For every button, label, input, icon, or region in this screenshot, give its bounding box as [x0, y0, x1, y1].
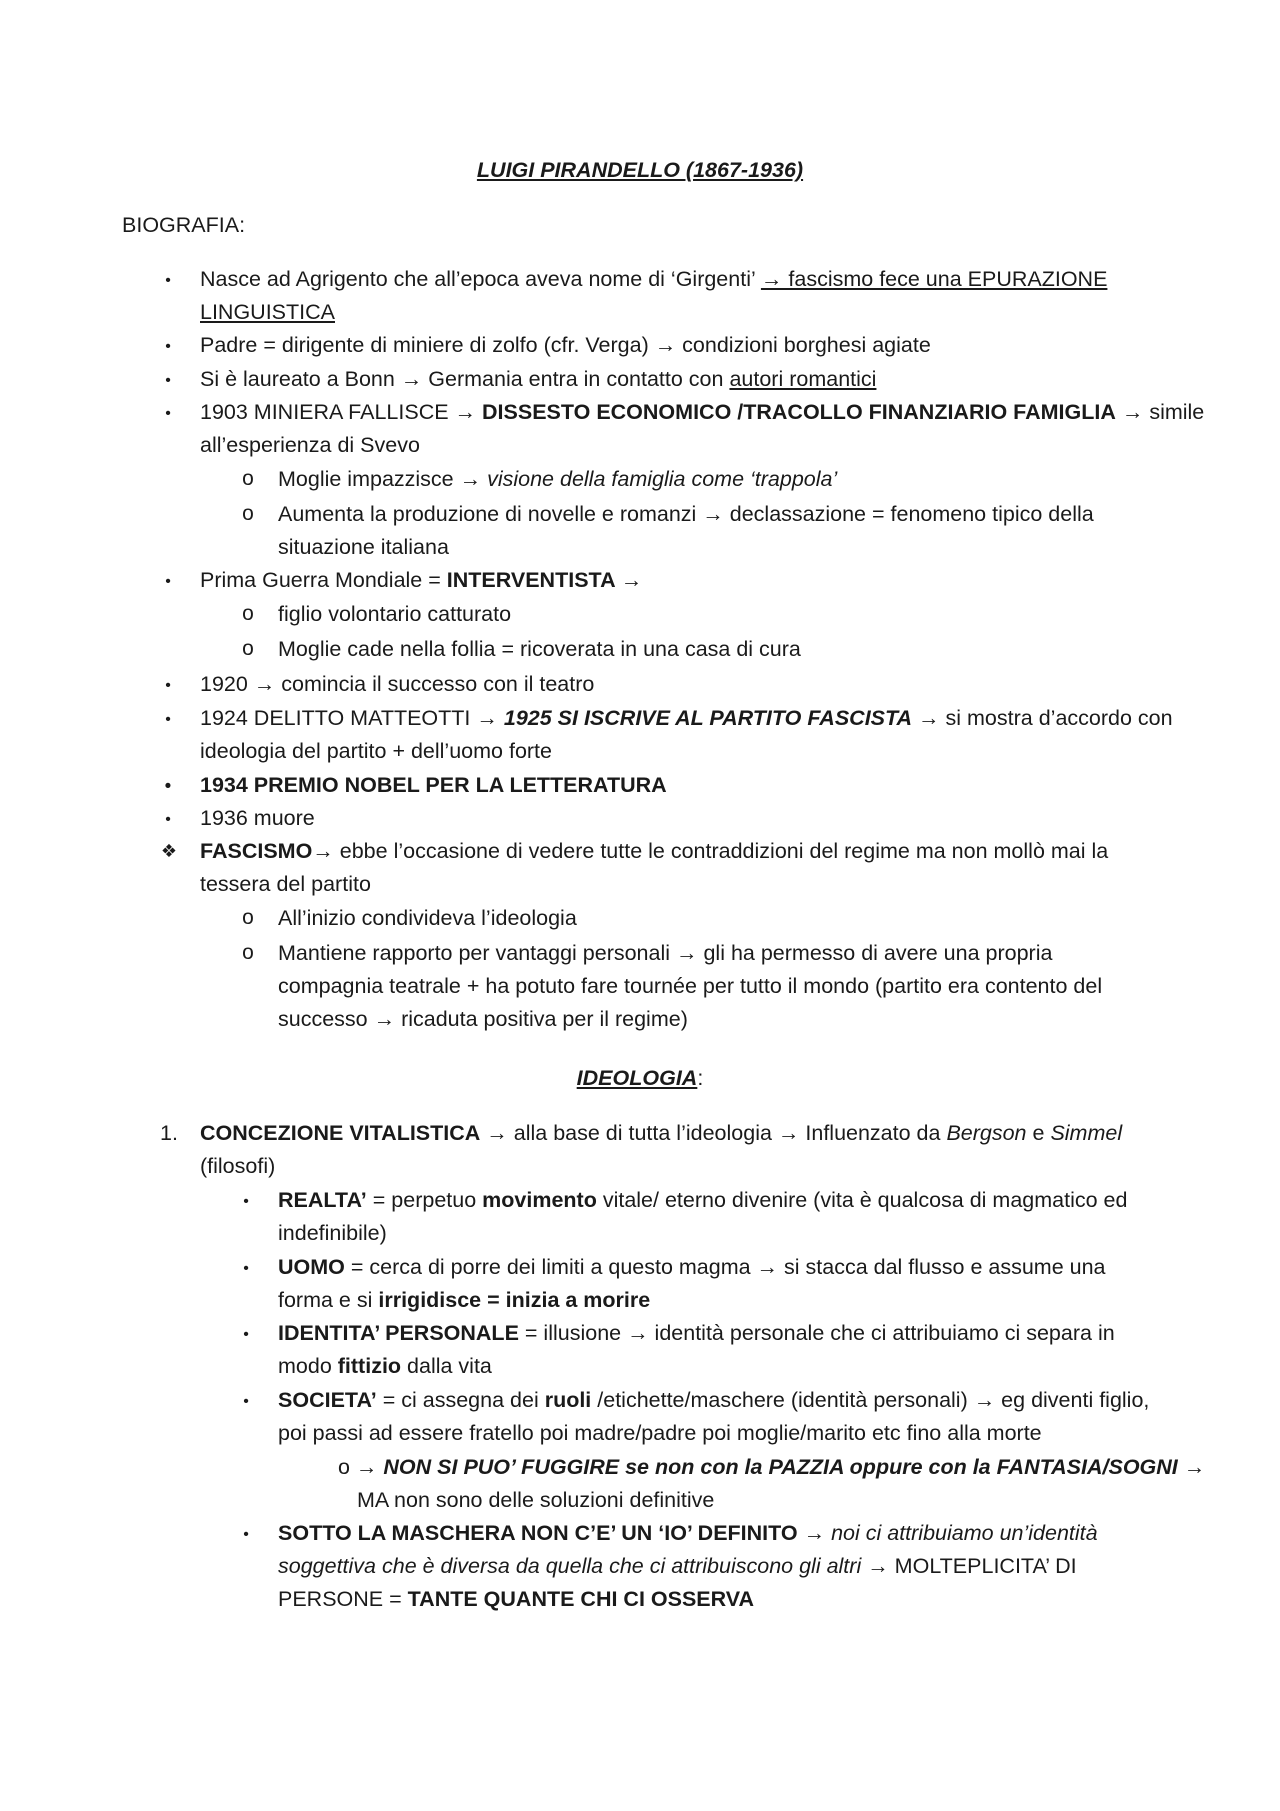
bullet-marker: •: [243, 1393, 249, 1410]
sub-list-item-continuation: MA non sono delle soluzioni definitive: [357, 1488, 715, 1512]
list-item: 1924 DELITTO MATTEOTTI → 1925 SI ISCRIVE AL PARTITO FASCISTA → si mostra d’accordo con: [200, 706, 1173, 730]
list-item: 1936 muore: [200, 806, 315, 830]
bullet-marker: •: [243, 1193, 249, 1210]
sub-list-item-continuation: successo → ricaduta positiva per il regime): [278, 1007, 688, 1031]
sub-bullet-marker: o: [242, 637, 254, 660]
list-item-continuation: poi passi ad essere fratello poi madre/padre poi moglie/marito etc fino alla morte: [278, 1421, 1042, 1445]
list-item: IDENTITA’ PERSONALE = illusione → identità personale che ci attribuiamo ci separa in: [278, 1321, 1115, 1345]
list-item-continuation: forma e si irrigidisce = inizia a morire: [278, 1288, 651, 1312]
list-item: Si è laureato a Bonn → Germania entra in contatto con autori romantici: [200, 367, 877, 391]
bullet-marker: •: [243, 1260, 249, 1277]
bullet-marker: •: [165, 272, 171, 289]
bullet-marker: •: [165, 677, 171, 694]
list-item: SOTTO LA MASCHERA NON C’E’ UN ‘IO’ DEFINITO → noi ci attribuiamo un’identità: [278, 1521, 1098, 1545]
bullet-marker: •: [165, 338, 171, 355]
number-marker: 1.: [160, 1121, 178, 1145]
list-item: REALTA’ = perpetuo movimento vitale/ eterno divenire (vita è qualcosa di magmatico ed: [278, 1188, 1128, 1212]
sub-list-item: Aumenta la produzione di novelle e romanzi → declassazione = fenomeno tipico della: [278, 502, 1094, 526]
sub-bullet-marker: o: [242, 602, 254, 625]
sub-bullet-marker: o: [242, 502, 254, 525]
sub-list-item: Moglie cade nella follia = ricoverata in una casa di cura: [278, 637, 801, 661]
list-item-continuation: PERSONE = TANTE QUANTE CHI CI OSSERVA: [278, 1587, 755, 1611]
list-item-continuation: LINGUISTICA: [200, 300, 335, 324]
list-item: 1920 → comincia il successo con il teatro: [200, 672, 595, 696]
list-item: Nasce ad Agrigento che all’epoca aveva nome di ‘Girgenti’ → fascismo fece una EPURAZIONE: [200, 267, 1108, 291]
list-item: 1934 PREMIO NOBEL PER LA LETTERATURA: [200, 773, 667, 797]
sub-list-item-continuation: compagnia teatrale + ha potuto fare tournée per tutto il mondo (partito era contento del: [278, 974, 1103, 998]
list-item-continuation: indefinibile): [278, 1221, 387, 1245]
bullet-marker: •: [165, 711, 171, 728]
bullet-marker: •: [164, 776, 172, 797]
list-item-continuation: modo fittizio dalla vita: [278, 1354, 492, 1378]
sub-bullet-marker: o: [242, 941, 254, 964]
list-item-continuation: soggettiva che è diversa da quella che ci attribuiscono gli altri → MOLTEPLICITA’ DI: [278, 1554, 1077, 1578]
list-item: Padre = dirigente di miniere di zolfo (cfr. Verga) → condizioni borghesi agiate: [200, 333, 931, 357]
numbered-item: CONCEZIONE VITALISTICA → alla base di tutta l’ideologia → Influenzato da Bergson e Simmel: [200, 1121, 1123, 1145]
bullet-marker: •: [165, 573, 171, 590]
bullet-marker: •: [165, 372, 171, 389]
sub-bullet-marker: o: [242, 467, 254, 490]
sub-list-item: All’inizio condivideva l’ideologia: [278, 906, 577, 930]
list-item: 1903 MINIERA FALLISCE → DISSESTO ECONOMICO /TRACOLLO FINANZIARIO FAMIGLIA → simile: [200, 400, 1205, 424]
section-heading-ideologia: IDEOLOGIA:: [576, 1066, 704, 1090]
list-item-continuation: all’esperienza di Svevo: [200, 433, 420, 457]
bullet-marker: •: [165, 405, 171, 422]
list-item-continuation: tessera del partito: [200, 872, 371, 896]
bullet-marker: •: [243, 1326, 249, 1343]
sub-list-item: Moglie impazzisce → visione della famiglia come ‘trappola’: [278, 467, 838, 491]
section-heading-biografia: BIOGRAFIA:: [122, 213, 246, 237]
list-item: Prima Guerra Mondiale = INTERVENTISTA →: [200, 568, 643, 592]
list-item: FASCISMO→ ebbe l’occasione di vedere tutte le contraddizioni del regime ma non mollò mai la: [200, 839, 1109, 863]
list-item: SOCIETA’ = ci assegna dei ruoli /etichette/maschere (identità personali) → eg diventi figlio,: [278, 1388, 1150, 1412]
sub-bullet-marker: o: [242, 906, 254, 929]
list-item-continuation: ideologia del partito + dell’uomo forte: [200, 739, 552, 763]
sub-list-item: figlio volontario catturato: [278, 602, 512, 626]
sub-list-item: Mantiene rapporto per vantaggi personali → gli ha permesso di avere una propria: [278, 941, 1053, 965]
document-title: LUIGI PIRANDELLO (1867-1936): [476, 158, 804, 182]
sub-list-item: o → NON SI PUO’ FUGGIRE se non con la PAZZIA oppure con la FANTASIA/SOGNI →: [338, 1455, 1206, 1479]
sub-list-item-continuation: situazione italiana: [278, 535, 449, 559]
diamond-bullet-marker: ❖: [160, 841, 178, 861]
bullet-marker: •: [165, 811, 171, 828]
numbered-item-continuation: (filosofi): [200, 1154, 276, 1178]
list-item: UOMO = cerca di porre dei limiti a questo magma → si stacca dal flusso e assume una: [278, 1255, 1106, 1279]
bullet-marker: •: [243, 1526, 249, 1543]
